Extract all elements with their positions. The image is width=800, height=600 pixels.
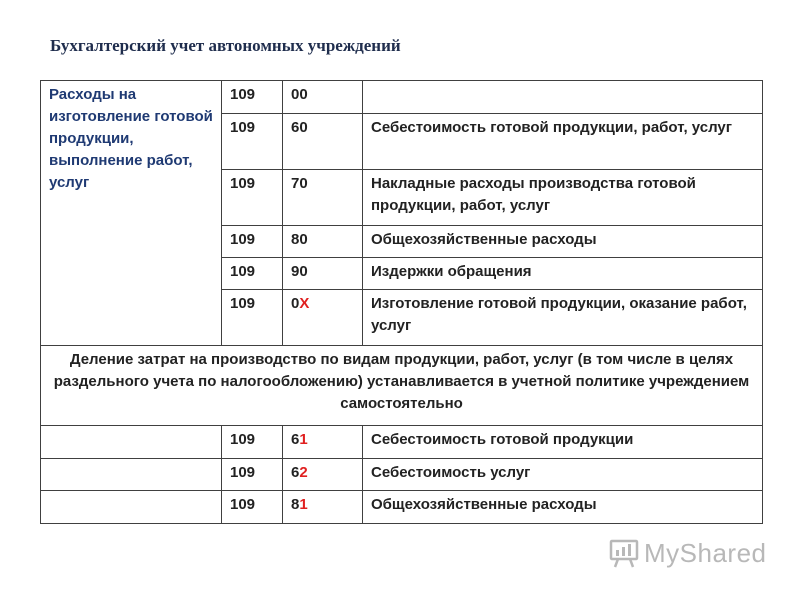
account-description: Изготовление готовой продукции, оказание работ, услуг — [363, 290, 763, 346]
accounts-table — [40, 80, 763, 524]
subaccount-code: 80 — [283, 226, 363, 258]
account-code: 109 — [222, 114, 283, 170]
myshared-logo — [608, 538, 767, 568]
subaccount-code — [283, 290, 363, 346]
table-row — [41, 459, 763, 491]
empty-cell — [41, 459, 222, 491]
subaccount-code: 90 — [283, 258, 363, 290]
presentation-board-icon — [608, 538, 640, 568]
account-code: 109 — [222, 426, 283, 459]
subaccount-prefix: 0 — [291, 295, 300, 312]
subaccount-prefix: 6 — [291, 464, 300, 481]
account-code: 109 — [222, 290, 283, 346]
subaccount-prefix: 8 — [291, 496, 300, 513]
note-cell: Деление затрат на производство по видам продукции, работ, услуг (в том числе в целях раздельного учета по налогообложению) устанавливается в учетной политике учреждением самостоятельно — [41, 346, 763, 426]
table-row — [41, 346, 763, 426]
subaccount-code: 70 — [283, 170, 363, 226]
account-description — [363, 81, 763, 114]
table-row — [41, 426, 763, 459]
account-description: Себестоимость готовой продукции, работ, услуг — [363, 114, 763, 170]
subaccount-suffix: X — [299, 295, 310, 312]
subaccount-code: 60 — [283, 114, 363, 170]
account-description: Накладные расходы производства готовой продукции, работ, услуг — [363, 170, 763, 226]
account-code: 109 — [222, 170, 283, 226]
account-description: Общехозяйственные расходы — [363, 491, 763, 524]
subaccount-code — [283, 459, 363, 491]
account-code: 109 — [222, 226, 283, 258]
empty-cell — [41, 426, 222, 459]
subaccount-code: 00 — [283, 81, 363, 114]
subaccount-suffix: 1 — [299, 431, 308, 448]
subaccount-suffix: 2 — [299, 464, 308, 481]
table-row — [41, 491, 763, 524]
subaccount-suffix: 1 — [299, 496, 308, 513]
account-code: 109 — [222, 81, 283, 114]
account-description: Себестоимость услуг — [363, 459, 763, 491]
subaccount-code — [283, 491, 363, 524]
account-code: 109 — [222, 491, 283, 524]
table-row — [41, 81, 763, 114]
subaccount-code — [283, 426, 363, 459]
empty-cell — [41, 491, 222, 524]
account-code: 109 — [222, 459, 283, 491]
account-description: Издержки обращения — [363, 258, 763, 290]
logo-text: MyShared — [644, 537, 767, 568]
expense-category-cell: Расходы на изготовление готовой продукции, выполнение работ, услуг — [41, 81, 222, 346]
account-description: Себестоимость готовой продукции — [363, 426, 763, 459]
account-code: 109 — [222, 258, 283, 290]
page-title: Бухгалтерский учет автономных учреждений — [50, 36, 401, 55]
account-description: Общехозяйственные расходы — [363, 226, 763, 258]
subaccount-prefix: 6 — [291, 431, 300, 448]
